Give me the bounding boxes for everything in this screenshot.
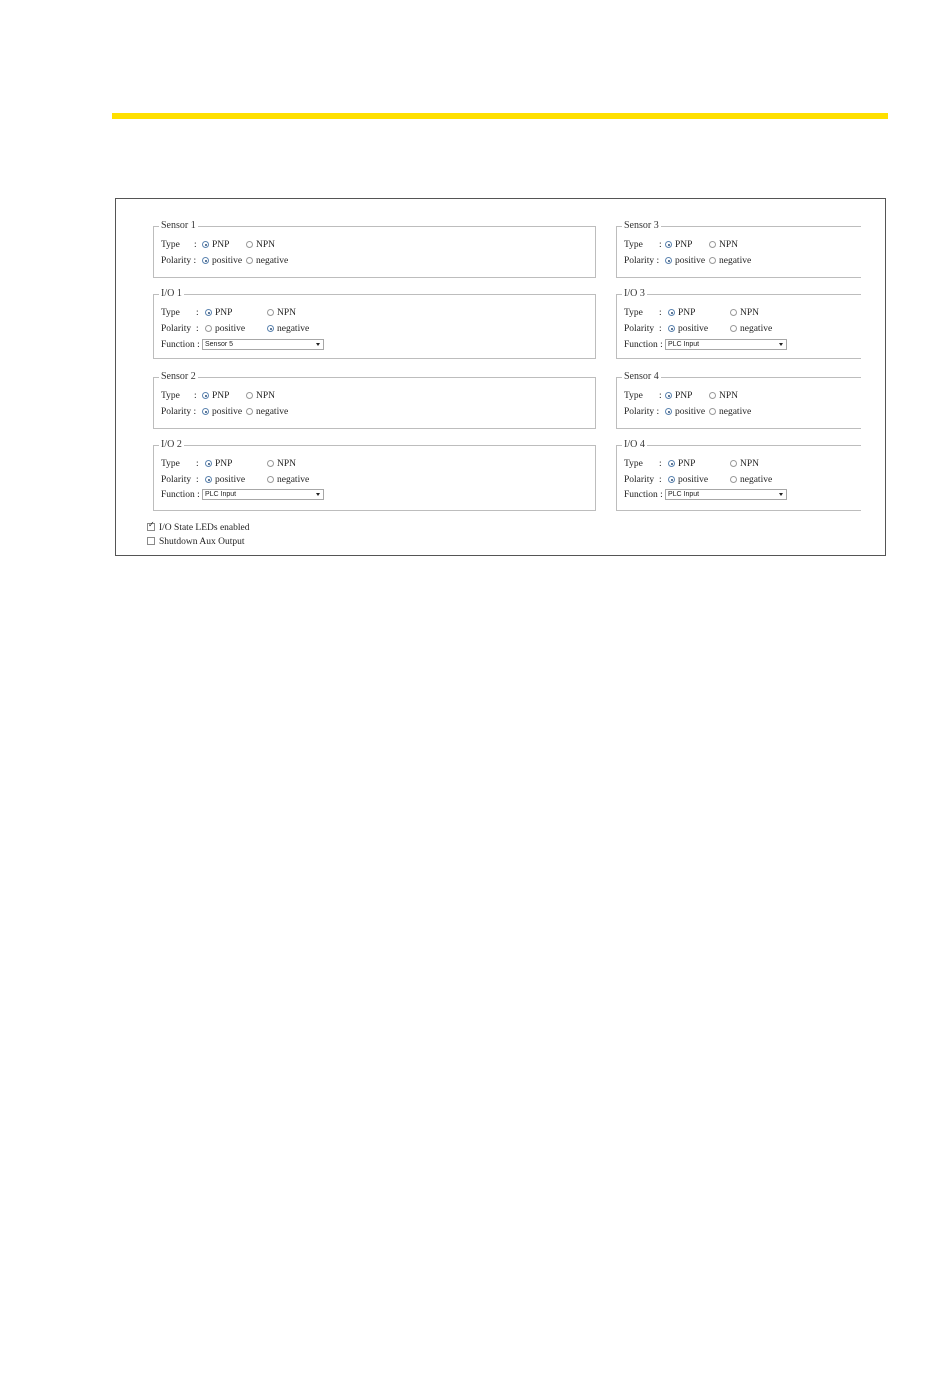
type-npn-radio[interactable] [267,306,296,320]
radio-label: positive [212,256,243,266]
type-pnp-radio[interactable] [668,457,695,471]
group-title: Sensor 3 [624,220,659,231]
radio-label: NPN [740,459,760,469]
polarity-label: Polarity : [161,407,197,417]
radio-icon [668,460,675,467]
io1-group [153,288,596,359]
radio-icon [730,460,737,467]
function-select-value: Sensor 5 [205,341,234,348]
radio-label: negative [719,256,752,266]
type-separator: : [196,308,199,318]
radio-label: positive [212,407,243,417]
radio-label: negative [740,324,773,334]
radio-icon [267,309,274,316]
radio-label: positive [678,324,709,334]
function-select-value: PLC Input [205,491,237,498]
shutdown-aux-output-checkbox[interactable] [147,536,245,548]
chevron-down-icon [779,493,783,496]
radio-icon [665,392,672,399]
type-npn-radio[interactable] [709,238,738,252]
type-label: Type [161,391,180,401]
group-title: I/O 1 [161,288,182,299]
radio-label: positive [675,256,706,266]
function-label: Function : [624,490,663,500]
polarity-negative-radio[interactable] [246,254,288,268]
radio-icon [205,325,212,332]
function-select-value: PLC Input [668,491,700,498]
radio-icon [730,309,737,316]
polarity-label: Polarity [161,324,192,334]
radio-icon [202,257,209,264]
polarity-positive-radio[interactable] [665,254,705,268]
yellow-header-rule [112,113,888,119]
polarity-negative-radio[interactable] [709,405,751,419]
radio-label: PNP [678,308,696,318]
sensor1-group [153,220,596,278]
radio-icon [709,257,716,264]
radio-icon [665,241,672,248]
type-pnp-radio[interactable] [665,389,692,403]
polarity-negative-radio[interactable] [709,254,751,268]
radio-label: PNP [215,308,233,318]
radio-label: positive [678,475,709,485]
type-separator: : [196,459,199,469]
radio-label: NPN [256,240,276,250]
radio-icon [205,476,212,483]
radio-label: positive [215,324,246,334]
group-title: I/O 3 [624,288,645,299]
function-select-value: PLC Input [668,341,700,348]
checkbox-label: I/O State LEDs enabled [159,523,250,533]
polarity-positive-radio[interactable] [202,405,242,419]
type-pnp-radio[interactable] [202,389,229,403]
polarity-label: Polarity : [624,407,660,417]
type-npn-radio[interactable] [730,306,759,320]
checkbox-label: Shutdown Aux Output [159,537,245,547]
radio-label: NPN [277,308,297,318]
type-label: Type [624,308,643,318]
chevron-down-icon [316,343,320,346]
polarity-negative-radio[interactable] [267,322,309,336]
function-select[interactable] [202,489,324,500]
radio-icon [267,476,274,483]
type-pnp-radio[interactable] [202,238,229,252]
radio-icon [668,476,675,483]
polarity-negative-radio[interactable] [267,473,309,487]
radio-label: PNP [212,240,230,250]
io2-group [153,439,596,511]
polarity-label: Polarity [624,324,655,334]
type-npn-radio[interactable] [730,457,759,471]
type-separator: : [659,459,662,469]
group-title: Sensor 2 [161,371,196,382]
type-separator: : [194,240,197,250]
group-title: I/O 4 [624,439,645,450]
polarity-separator: : [659,324,662,334]
polarity-label: Polarity : [624,256,660,266]
radio-label: PNP [215,459,233,469]
type-label: Type [161,240,180,250]
io3-group [616,288,861,359]
function-select[interactable] [202,339,324,350]
radio-label: negative [740,475,773,485]
radio-icon [730,476,737,483]
type-label: Type [161,459,180,469]
polarity-label: Polarity [624,475,655,485]
type-label: Type [624,391,643,401]
type-pnp-radio[interactable] [205,457,232,471]
type-separator: : [659,391,662,401]
polarity-separator: : [196,475,199,485]
radio-label: NPN [277,459,297,469]
radio-icon [246,257,253,264]
type-pnp-radio[interactable] [205,306,232,320]
polarity-positive-radio[interactable] [205,322,245,336]
radio-icon [709,392,716,399]
radio-icon [205,309,212,316]
radio-icon [709,408,716,415]
type-separator: : [659,308,662,318]
sensor3-group [616,220,861,278]
type-label: Type [161,308,180,318]
radio-icon [202,392,209,399]
sensor-io-config-panel [115,198,886,556]
radio-label: NPN [719,391,739,401]
radio-icon [246,241,253,248]
radio-icon [730,325,737,332]
radio-label: negative [256,256,289,266]
io4-group [616,439,861,511]
radio-icon [267,325,274,332]
radio-label: PNP [212,391,230,401]
radio-icon [202,408,209,415]
radio-icon [665,408,672,415]
checkbox-icon [147,523,155,531]
radio-icon [668,309,675,316]
radio-icon [267,460,274,467]
checkbox-icon [147,537,155,545]
polarity-negative-radio[interactable] [246,405,288,419]
group-title: Sensor 4 [624,371,659,382]
io-state-leds-checkbox[interactable] [147,522,250,534]
polarity-label: Polarity [161,475,192,485]
polarity-negative-radio[interactable] [730,322,772,336]
polarity-positive-radio[interactable] [665,405,705,419]
function-select[interactable] [665,339,787,350]
type-npn-radio[interactable] [267,457,296,471]
radio-icon [668,325,675,332]
radio-label: NPN [719,240,739,250]
type-label: Type [624,240,643,250]
type-pnp-radio[interactable] [668,306,695,320]
function-select[interactable] [665,489,787,500]
type-npn-radio[interactable] [246,389,275,403]
polarity-positive-radio[interactable] [205,473,245,487]
chevron-down-icon [316,493,320,496]
type-npn-radio[interactable] [246,238,275,252]
function-label: Function : [161,490,200,500]
polarity-positive-radio[interactable] [202,254,242,268]
radio-label: negative [277,475,310,485]
function-label: Function : [161,340,200,350]
type-label: Type [624,459,643,469]
polarity-separator: : [659,475,662,485]
radio-icon [202,241,209,248]
radio-icon [246,392,253,399]
chevron-down-icon [779,343,783,346]
radio-label: PNP [678,459,696,469]
type-separator: : [194,391,197,401]
function-label: Function : [624,340,663,350]
polarity-negative-radio[interactable] [730,473,772,487]
radio-label: positive [675,407,706,417]
type-separator: : [659,240,662,250]
radio-label: NPN [256,391,276,401]
radio-icon [246,408,253,415]
radio-label: positive [215,475,246,485]
radio-label: negative [277,324,310,334]
radio-label: NPN [740,308,760,318]
polarity-positive-radio[interactable] [668,473,708,487]
radio-icon [205,460,212,467]
group-title: I/O 2 [161,439,182,450]
sensor4-group [616,371,861,429]
radio-icon [709,241,716,248]
polarity-separator: : [196,324,199,334]
radio-icon [665,257,672,264]
group-title: Sensor 1 [161,220,196,231]
polarity-positive-radio[interactable] [668,322,708,336]
type-pnp-radio[interactable] [665,238,692,252]
radio-label: PNP [675,240,693,250]
type-npn-radio[interactable] [709,389,738,403]
radio-label: negative [256,407,289,417]
radio-label: negative [719,407,752,417]
radio-label: PNP [675,391,693,401]
sensor2-group [153,371,596,429]
polarity-label: Polarity : [161,256,197,266]
